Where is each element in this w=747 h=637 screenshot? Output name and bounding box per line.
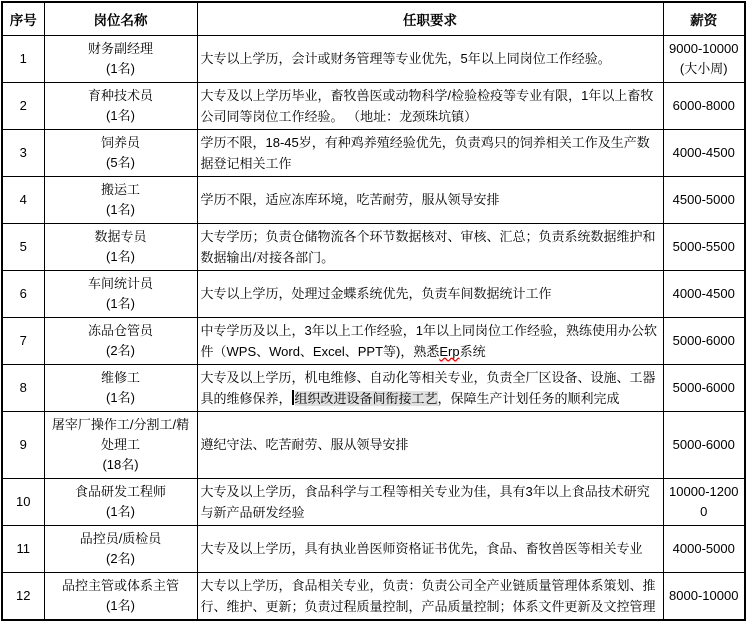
requirement-text: 大专以上学历，食品相关专业，负责：负责公司全产业链质量管理体系策划、推行、维护、更新；负责过程质量控制，产品质量控制；体系文件更新及文控管理 [200, 577, 656, 614]
table-row [2, 223, 745, 270]
position-name: 屠宰厂操作工/分割工/精处理工 [51, 416, 190, 452]
requirement-text: 大专学历；负责仓储物流各个环节数据核对、审核、汇总；负责系统数据维护和数据输出/对接各部门。 [200, 228, 656, 265]
row-number-cell [2, 572, 44, 620]
row-number-cell [2, 525, 44, 572]
row-number: 11 [16, 541, 30, 556]
requirement-cell [197, 525, 663, 572]
salary-cell [663, 223, 745, 270]
position-name: 食品研发工程师 [74, 483, 166, 499]
position-cell [44, 317, 197, 364]
position-cell [44, 129, 197, 176]
text-cursor [292, 390, 294, 405]
position-name: 品控主管或体系主管 [61, 577, 179, 593]
position-cell [44, 364, 197, 411]
position-name: 搬运工 [100, 181, 140, 197]
requirement-cell [197, 129, 663, 176]
requirement-text: 学历不限，适应冻库环境，吃苦耐劳，服从领导安排 [200, 192, 500, 207]
salary-value: 4500-5000 [672, 191, 735, 207]
requirement-cell [197, 35, 663, 82]
row-number-cell [2, 223, 44, 270]
column-header-no: 序号 [2, 2, 44, 35]
table-row [2, 35, 745, 82]
requirement-text: ，保障生产计划任务的顺利完成 [437, 390, 620, 406]
row-number-cell [2, 82, 44, 129]
selected-text: 组织改进设备间衔接工艺 [294, 390, 438, 406]
position-cell [44, 572, 197, 620]
position-count: (2名) [106, 550, 135, 566]
salary-value: 4000-4500 [672, 285, 735, 301]
requirement-cell [197, 317, 663, 364]
salary-value: 4000-5000 [672, 540, 735, 556]
salary-cell [663, 129, 745, 176]
row-number: 10 [16, 494, 31, 509]
salary-cell [663, 317, 745, 364]
position-count: (1名) [106, 389, 135, 405]
salary-cell [663, 478, 745, 525]
requirement-text: 大专及以上学历，食品科学与工程等相关专业为佳，具有3年以上食品技术研究与新产品研发经验 [200, 483, 650, 520]
row-number-cell [2, 411, 44, 478]
salary-cell [663, 364, 745, 411]
row-number-cell [2, 478, 44, 525]
position-name: 冻品仓管员 [87, 322, 153, 338]
position-cell [44, 82, 197, 129]
table-row [2, 572, 745, 620]
table-row [2, 525, 745, 572]
table-row [2, 317, 745, 364]
salary-value: 9000-10000 [669, 40, 739, 56]
salary-value: 5000-6000 [672, 379, 735, 395]
requirement-cell [197, 270, 663, 317]
row-number-cell [2, 270, 44, 317]
position-name: 维修工 [100, 369, 140, 385]
position-cell [44, 478, 197, 525]
table-row [2, 270, 745, 317]
position-name: 饲养员 [100, 134, 140, 150]
row-number: 4 [19, 192, 27, 207]
requirement-text: 大专以上学历，处理过金蝶系统优先，负责车间数据统计工作 [200, 286, 552, 301]
requirement-cell [197, 82, 663, 129]
row-number-cell [2, 317, 44, 364]
salary-value: 6000-8000 [672, 97, 735, 113]
table-row [2, 478, 745, 525]
row-number: 9 [19, 437, 27, 452]
misspelled-word: Erp [439, 343, 460, 359]
requirement-text: 大专及以上学历毕业，畜牧兽医或动物科学/检验检疫等专业有限，1年以上畜牧公司同等岗位工作经验。 （地址：龙颈珠坑镇） [200, 87, 654, 124]
salary-cell [663, 35, 745, 82]
requirement-cell [197, 223, 663, 270]
salary-value: 4000-4500 [672, 144, 735, 160]
row-number: 1 [19, 51, 27, 66]
requirement-text: 学历不限，18-45岁，有种鸡养殖经验优先，负责鸡只的饲养相关工作及生产数据登记相关工作 [200, 134, 650, 171]
salary-value: 8000-10000 [669, 587, 739, 603]
requirement-cell [197, 411, 663, 478]
salary-value: 5000-6000 [672, 332, 735, 348]
row-number: 3 [19, 145, 27, 160]
position-count: (2名) [106, 342, 135, 358]
column-header-requirements: 任职要求 [197, 2, 663, 35]
position-name: 育种技术员 [87, 87, 153, 103]
salary-cell [663, 572, 745, 620]
position-cell [44, 270, 197, 317]
position-count: (1名) [106, 60, 135, 76]
row-number: 5 [19, 239, 27, 254]
job-positions-table [1, 1, 746, 621]
position-count: (1名) [106, 248, 135, 264]
salary-cell [663, 82, 745, 129]
position-count: (1名) [106, 107, 135, 123]
position-count: (1名) [106, 201, 135, 217]
table-row [2, 82, 745, 129]
requirement-text: 大专及以上学历，机电维修、自动化等相关专业，负责全厂区设备、设施、工器具的维修保养， [200, 369, 656, 406]
salary-value: 5000-5500 [672, 238, 735, 254]
row-number-cell [2, 129, 44, 176]
salary-cell [663, 270, 745, 317]
table-row [2, 364, 745, 411]
requirement-text: 大专以上学历，会计或财务管理等专业优先，5年以上同岗位工作经验。 [200, 51, 611, 66]
table-row [2, 129, 745, 176]
header-row [2, 2, 745, 35]
requirement-cell-active[interactable] [197, 364, 663, 411]
position-count: (5名) [106, 154, 135, 170]
requirement-text: 中专学历及以上，3年以上工作经验，1年以上同岗位工作经验，熟练使用办公软件（WPS、Word、Excel、PPT等)，熟悉 [200, 322, 657, 359]
position-name: 财务副经理 [87, 40, 153, 56]
salary-value: 5000-6000 [672, 436, 735, 452]
salary-cell [663, 525, 745, 572]
requirement-cell [197, 572, 663, 620]
position-count: (1名) [106, 503, 135, 519]
salary-cell [663, 176, 745, 223]
position-name: 品控员/质检员 [79, 530, 162, 546]
requirement-cell [197, 478, 663, 525]
table-row [2, 176, 745, 223]
position-count: (18名) [102, 456, 139, 472]
position-name: 车间统计员 [87, 275, 153, 291]
column-header-position: 岗位名称 [44, 2, 197, 35]
row-number: 8 [19, 380, 27, 395]
row-number-cell [2, 176, 44, 223]
position-name: 数据专员 [94, 228, 147, 244]
position-cell [44, 223, 197, 270]
row-number: 12 [16, 588, 31, 603]
requirement-text: 遵纪守法、吃苦耐劳、服从领导安排 [200, 437, 409, 452]
position-cell [44, 525, 197, 572]
position-count: (1名) [106, 295, 135, 311]
row-number: 6 [19, 286, 27, 301]
row-number-cell [2, 35, 44, 82]
requirement-text: 大专及以上学历，具有执业兽医师资格证书优先，食品、畜牧兽医等相关专业 [200, 541, 643, 556]
requirement-text: 系统 [459, 343, 486, 359]
requirement-cell [197, 176, 663, 223]
position-cell [44, 176, 197, 223]
salary-cell [663, 411, 745, 478]
row-number-cell [2, 364, 44, 411]
salary-note: (大小周) [679, 60, 728, 76]
row-number: 2 [19, 98, 27, 113]
table-row [2, 411, 745, 478]
column-header-salary: 薪资 [663, 2, 745, 35]
position-cell [44, 35, 197, 82]
salary-value: 10000-12000 [669, 483, 739, 519]
position-count: (1名) [106, 597, 135, 613]
position-cell [44, 411, 197, 478]
row-number: 7 [19, 333, 27, 348]
